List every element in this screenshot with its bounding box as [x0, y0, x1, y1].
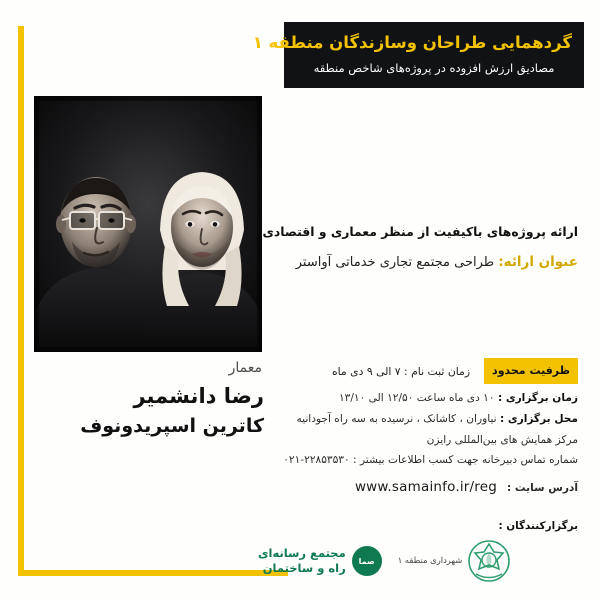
architect-name-secondary: کاترین اسپریدونوف — [80, 415, 264, 437]
presentation-subject-label: عنوان ارائه: — [498, 253, 578, 270]
left-accent-bar — [18, 26, 24, 574]
page-title: گردهمایی طراحان وسازندگان منطقه ۱ — [252, 33, 572, 52]
venue-value: نیاوران ، کاشانک ، نرسیده به سه راه آجودانیه — [296, 413, 497, 426]
portrait-illustration — [34, 96, 262, 352]
status-badge: ظرفیت محدود — [484, 358, 578, 384]
website-row — [262, 474, 578, 500]
main-text-block — [262, 222, 578, 274]
lead-statement: ارائه پروژه‌های باکیفیت از منظر معماری و اقتصادی — [262, 224, 578, 239]
organisers-label: برگزارکنندگان : — [498, 520, 578, 532]
bottom-accent-bar — [18, 570, 288, 576]
event-time-label: زمان برگزاری : — [497, 392, 578, 405]
venue-value-2: مرکز همایش های بین‌المللی رایزن — [426, 433, 578, 446]
architect-role-label: معمار — [228, 360, 262, 376]
presentation-subject-value: طراحی مجتمع تجاری خدماتی آواستر — [295, 254, 495, 270]
website-url[interactable]: www.samainfo.ir/reg — [354, 479, 497, 496]
presentation-subject — [268, 251, 578, 274]
event-time-value: ۱۰ دی ماه ساعت ۱۲/۵۰ الی ۱۳/۱۰ — [338, 392, 495, 405]
architect-name-primary: رضا دانشمیر — [133, 384, 264, 408]
page-subtitle: مصادیق ارزش افزوده در پروژه‌های شاخص منطقه — [313, 60, 555, 75]
portrait-photo — [34, 96, 262, 352]
municipality-emblem-icon — [468, 540, 510, 582]
logo-municipality-text: شهرداری منطقه ۱ — [397, 555, 463, 566]
venue-label: محل برگزاری : — [499, 413, 578, 426]
logo-media-group-text: مجتمع رسانه‌ای راه و ساختمان — [258, 546, 346, 575]
logo-media-group — [258, 546, 382, 576]
contact-phone-row: شماره تماس دبیرخانه جهت کسب اطلاعات بیشتر : ۲۲۸۵۳۵۳۰-۰۲۱ — [283, 454, 578, 467]
registration-window: زمان ثبت نام : ۷ الی ۹ دی ماه — [331, 364, 471, 378]
architect-names — [34, 360, 268, 444]
event-details — [262, 358, 578, 500]
venue-row-2 — [262, 430, 578, 451]
capacity-row — [262, 358, 578, 384]
logo-municipality — [398, 540, 511, 582]
venue-row — [262, 409, 578, 430]
event-time-row — [262, 388, 578, 409]
organiser-logos — [258, 540, 578, 582]
website-label: آدرس سایت : — [507, 482, 578, 495]
header-band — [252, 22, 584, 88]
sama-badge-icon: صما — [352, 546, 382, 576]
